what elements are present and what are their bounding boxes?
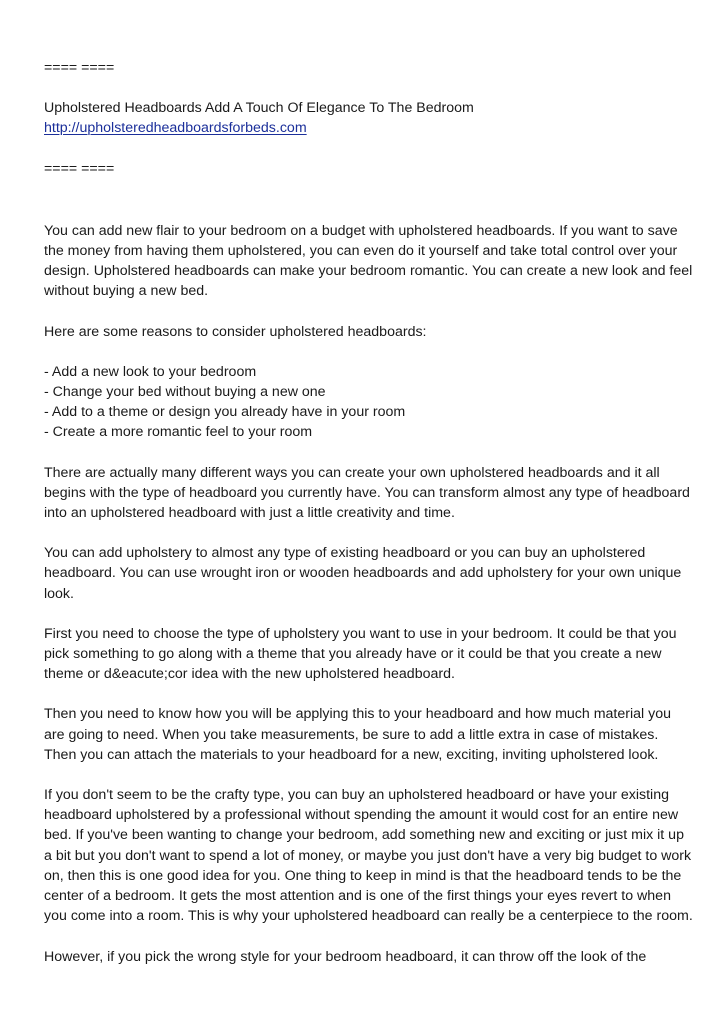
body-paragraph: There are actually many different ways you can create your own upholstered headboards and it all begins with the type of headboard you currently have. You can transform almost any type of headboard into an upholstered headboard with just a little creativity and time. bbox=[44, 464, 690, 522]
separator-bottom: ==== ==== bbox=[44, 160, 115, 177]
separator-top: ==== ==== bbox=[44, 60, 115, 76]
list-item: - Add to a theme or design you already have in your room bbox=[44, 404, 406, 421]
body-paragraph: You can add upholstery to almost any type of existing headboard or you can buy an upholstered headboard. You can use wrought iron or wooden headboards and add upholstery for your own unique look. bbox=[44, 545, 682, 602]
document-page bbox=[44, 58, 694, 987]
source-link[interactable]: http://upholsteredheadboardsforbeds.com bbox=[44, 120, 307, 137]
body-paragraph: Then you need to know how you will be applying this to your headboard and how much material you are going to need. When you take measurements, be sure to add a little extra in case of mistakes. Then you can attach the materials to your headboard for a new, exciting, inviting upholstered look. bbox=[44, 706, 671, 763]
list-item: - Change your bed without buying a new one bbox=[44, 384, 326, 401]
body-paragraph: However, if you pick the wrong style for your bedroom headboard, it can throw off the look of the bbox=[44, 948, 647, 965]
article-title: Upholstered Headboards Add A Touch Of Elegance To The Bedroom bbox=[44, 100, 474, 117]
list-item: - Add a new look to your bedroom bbox=[44, 363, 257, 380]
body-paragraph: First you need to choose the type of upholstery you want to use in your bedroom. It could be that you pick something to go along with a theme that you already have or it could be that you create a new theme or d&eacute;cor idea with the new upholstered headboard. bbox=[44, 625, 677, 683]
body-paragraph: Here are some reasons to consider upholstered headboards: bbox=[44, 323, 427, 340]
reasons-list bbox=[44, 362, 694, 443]
body-paragraph: If you don't seem to be the crafty type, you can buy an upholstered headboard or have your existing headboard upholstered by a professional without spending the amount it would cost for an entire new bed. If you've been wanting to change your bedroom, add something new and exciting or just mix it up a bit but you don't want to spend a lot of money, or maybe you just don't have a very big budget to work on, then this is one good idea for you. One thing to keep in mind is that the headboard tends to be the center of a bedroom. It gets the most attention and is one of the first things your eyes revert to when you come into a room. This is why your upholstered headboard can really be a centerpiece to the room. bbox=[44, 787, 693, 925]
list-item: - Create a more romantic feel to your room bbox=[44, 424, 313, 441]
body-paragraph: You can add new flair to your bedroom on a budget with upholstered headboards. If you want to save the money from having them upholstered, you can even do it yourself and take total control over your design. Upholstered headboards can make your bedroom romantic. You can create a new look and feel without buying a new bed. bbox=[44, 222, 693, 300]
